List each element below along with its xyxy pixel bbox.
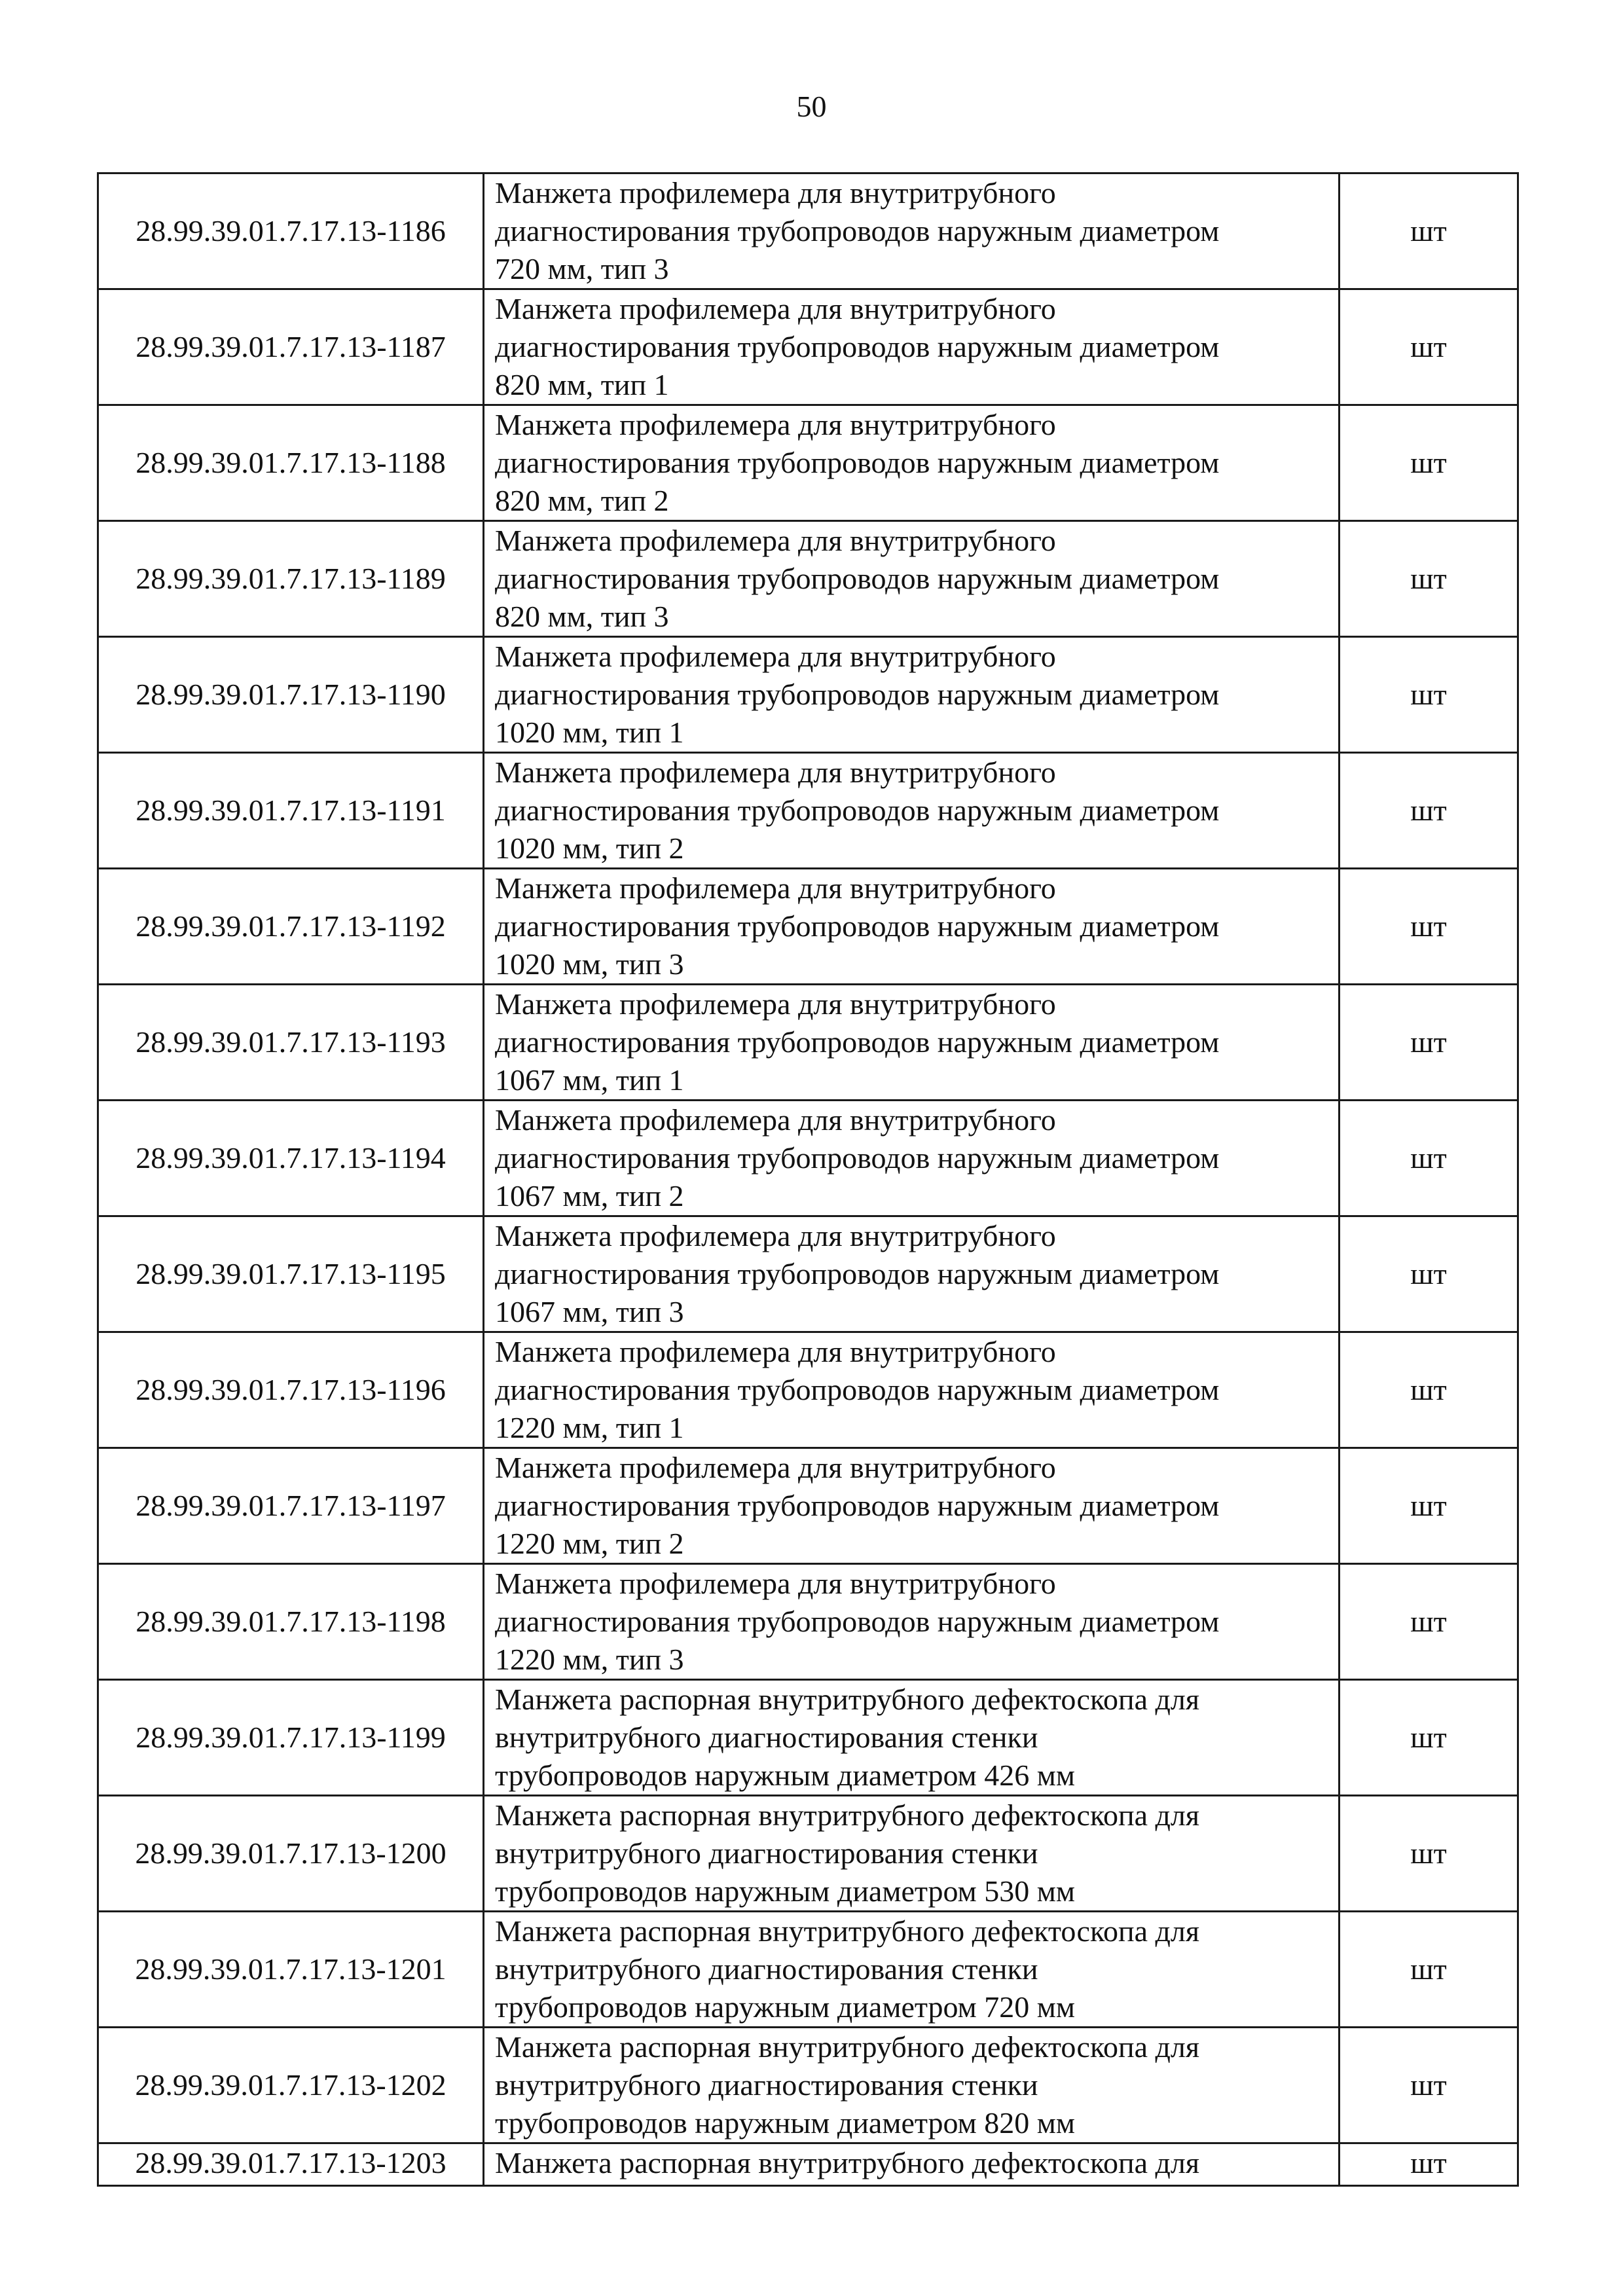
table-row: [98, 1796, 1518, 1912]
unit-cell: шт: [1340, 1101, 1518, 1216]
description-line: 1067 мм, тип 1: [495, 1063, 684, 1097]
description-line: диагностирования трубопроводов наружным диаметром: [495, 678, 1220, 711]
table-row: [98, 405, 1518, 521]
description-cell: [484, 1912, 1340, 2028]
unit-cell: шт: [1340, 521, 1518, 637]
description-cell: [484, 985, 1340, 1101]
unit-cell: шт: [1340, 405, 1518, 521]
description-line: внутритрубного диагностирования стенки: [495, 1836, 1038, 1870]
description-line: Манжета распорная внутритрубного дефектоскопа для: [495, 1683, 1200, 1716]
description-cell: [484, 1216, 1340, 1332]
description-cell: [484, 2028, 1340, 2143]
description-line: Манжета распорная внутритрубного дефектоскопа для: [495, 2030, 1200, 2064]
description-line: диагностирования трубопроводов наружным диаметром: [495, 793, 1220, 827]
description-line: Манжета профилемера для внутритрубного: [495, 524, 1056, 557]
unit-cell: шт: [1340, 985, 1518, 1101]
description-cell: [484, 869, 1340, 985]
table-row: [98, 2028, 1518, 2143]
unit-cell: шт: [1340, 2028, 1518, 2143]
code-cell: 28.99.39.01.7.17.13-1192: [98, 869, 484, 985]
code-cell: 28.99.39.01.7.17.13-1193: [98, 985, 484, 1101]
unit-cell: шт: [1340, 1564, 1518, 1680]
unit-cell: шт: [1340, 2143, 1518, 2186]
code-cell: 28.99.39.01.7.17.13-1197: [98, 1448, 484, 1564]
description-line: диагностирования трубопроводов наружным диаметром: [495, 1373, 1220, 1406]
unit-cell: шт: [1340, 1448, 1518, 1564]
description-cell: [484, 637, 1340, 753]
page-number: 50: [796, 90, 827, 123]
code-cell: 28.99.39.01.7.17.13-1188: [98, 405, 484, 521]
code-cell: 28.99.39.01.7.17.13-1196: [98, 1332, 484, 1448]
code-cell: 28.99.39.01.7.17.13-1200: [98, 1796, 484, 1912]
code-cell: 28.99.39.01.7.17.13-1203: [98, 2143, 484, 2186]
unit-cell: шт: [1340, 173, 1518, 289]
description-line: 820 мм, тип 2: [495, 484, 669, 517]
description-line: Манжета профилемера для внутритрубного: [495, 640, 1056, 673]
description-line: Манжета профилемера для внутритрубного: [495, 176, 1056, 210]
description-line: трубопроводов наружным диаметром 426 мм: [495, 1758, 1075, 1792]
description-cell: [484, 1680, 1340, 1796]
description-line: трубопроводов наружным диаметром 720 мм: [495, 1990, 1075, 2024]
table-row: [98, 869, 1518, 985]
description-line: 1220 мм, тип 3: [495, 1643, 684, 1676]
description-cell: [484, 521, 1340, 637]
description-cell: [484, 173, 1340, 289]
code-cell: 28.99.39.01.7.17.13-1186: [98, 173, 484, 289]
description-line: диагностирования трубопроводов наружным диаметром: [495, 1025, 1220, 1059]
description-cell: [484, 405, 1340, 521]
code-cell: 28.99.39.01.7.17.13-1201: [98, 1912, 484, 2028]
table-row: [98, 753, 1518, 869]
table-row: [98, 173, 1518, 289]
description-line: Манжета профилемера для внутритрубного: [495, 1219, 1056, 1252]
unit-cell: шт: [1340, 869, 1518, 985]
table-row: [98, 1564, 1518, 1680]
description-line: диагностирования трубопроводов наружным диаметром: [495, 909, 1220, 943]
unit-cell: шт: [1340, 1796, 1518, 1912]
description-line: диагностирования трубопроводов наружным диаметром: [495, 562, 1220, 595]
table-row: [98, 289, 1518, 405]
description-line: Манжета профилемера для внутритрубного: [495, 987, 1056, 1021]
description-cell: [484, 753, 1340, 869]
description-cell: [484, 1101, 1340, 1216]
description-line: диагностирования трубопроводов наружным диаметром: [495, 1489, 1220, 1522]
description-line: 720 мм, тип 3: [495, 252, 669, 285]
code-cell: 28.99.39.01.7.17.13-1195: [98, 1216, 484, 1332]
table-body: [98, 173, 1518, 2186]
table-row: [98, 1912, 1518, 2028]
description-line: Манжета профилемера для внутритрубного: [495, 756, 1056, 789]
description-line: 1020 мм, тип 3: [495, 947, 684, 981]
unit-cell: шт: [1340, 1680, 1518, 1796]
description-line: диагностирования трубопроводов наружным диаметром: [495, 1141, 1220, 1175]
description-line: Манжета профилемера для внутритрубного: [495, 1451, 1056, 1484]
description-line: Манжета профилемера для внутритрубного: [495, 1335, 1056, 1368]
description-cell: [484, 289, 1340, 405]
unit-cell: шт: [1340, 753, 1518, 869]
code-cell: 28.99.39.01.7.17.13-1190: [98, 637, 484, 753]
description-line: внутритрубного диагностирования стенки: [495, 2068, 1038, 2102]
description-line: 1067 мм, тип 2: [495, 1179, 684, 1212]
description-line: Манжета профилемера для внутритрубного: [495, 408, 1056, 441]
table-row: [98, 985, 1518, 1101]
description-line: 1067 мм, тип 3: [495, 1295, 684, 1328]
unit-cell: шт: [1340, 1912, 1518, 2028]
code-cell: 28.99.39.01.7.17.13-1198: [98, 1564, 484, 1680]
table-row: [98, 2143, 1518, 2186]
description-line: трубопроводов наружным диаметром 530 мм: [495, 1874, 1075, 1908]
description-line: трубопроводов наружным диаметром 820 мм: [495, 2106, 1075, 2140]
code-cell: 28.99.39.01.7.17.13-1199: [98, 1680, 484, 1796]
description-line: 1020 мм, тип 1: [495, 716, 684, 749]
description-line: диагностирования трубопроводов наружным диаметром: [495, 214, 1220, 247]
table-row: [98, 1332, 1518, 1448]
description-line: Манжета профилемера для внутритрубного: [495, 292, 1056, 325]
unit-cell: шт: [1340, 637, 1518, 753]
code-cell: 28.99.39.01.7.17.13-1189: [98, 521, 484, 637]
description-line: Манжета распорная внутритрубного дефектоскопа для: [495, 2146, 1200, 2179]
table-row: [98, 1448, 1518, 1564]
unit-cell: шт: [1340, 1216, 1518, 1332]
classifier-table: [97, 172, 1519, 2187]
description-line: диагностирования трубопроводов наружным диаметром: [495, 446, 1220, 479]
table-row: [98, 637, 1518, 753]
description-line: диагностирования трубопроводов наружным диаметром: [495, 1605, 1220, 1638]
description-line: 1220 мм, тип 2: [495, 1527, 684, 1560]
description-line: Манжета распорная внутритрубного дефектоскопа для: [495, 1914, 1200, 1948]
description-line: внутритрубного диагностирования стенки: [495, 1952, 1038, 1986]
table-row: [98, 521, 1518, 637]
description-line: Манжета профилемера для внутритрубного: [495, 1103, 1056, 1137]
table-row: [98, 1101, 1518, 1216]
description-line: внутритрубного диагностирования стенки: [495, 1721, 1038, 1754]
description-cell: [484, 1448, 1340, 1564]
table-row: [98, 1680, 1518, 1796]
description-line: диагностирования трубопроводов наружным диаметром: [495, 1257, 1220, 1290]
code-cell: 28.99.39.01.7.17.13-1202: [98, 2028, 484, 2143]
description-line: 820 мм, тип 3: [495, 600, 669, 633]
description-line: 1220 мм, тип 1: [495, 1411, 684, 1444]
description-line: Манжета распорная внутритрубного дефектоскопа для: [495, 1798, 1200, 1832]
code-cell: 28.99.39.01.7.17.13-1194: [98, 1101, 484, 1216]
description-line: диагностирования трубопроводов наружным диаметром: [495, 330, 1220, 363]
description-line: 1020 мм, тип 2: [495, 831, 684, 865]
code-cell: 28.99.39.01.7.17.13-1191: [98, 753, 484, 869]
description-line: 820 мм, тип 1: [495, 368, 669, 401]
description-cell: [484, 1332, 1340, 1448]
unit-cell: шт: [1340, 289, 1518, 405]
description-line: Манжета профилемера для внутритрубного: [495, 1567, 1056, 1600]
unit-cell: шт: [1340, 1332, 1518, 1448]
description-line: Манжета профилемера для внутритрубного: [495, 871, 1056, 905]
description-cell: [484, 1796, 1340, 1912]
table-row: [98, 1216, 1518, 1332]
description-cell: [484, 1564, 1340, 1680]
description-cell: [484, 2143, 1340, 2186]
code-cell: 28.99.39.01.7.17.13-1187: [98, 289, 484, 405]
